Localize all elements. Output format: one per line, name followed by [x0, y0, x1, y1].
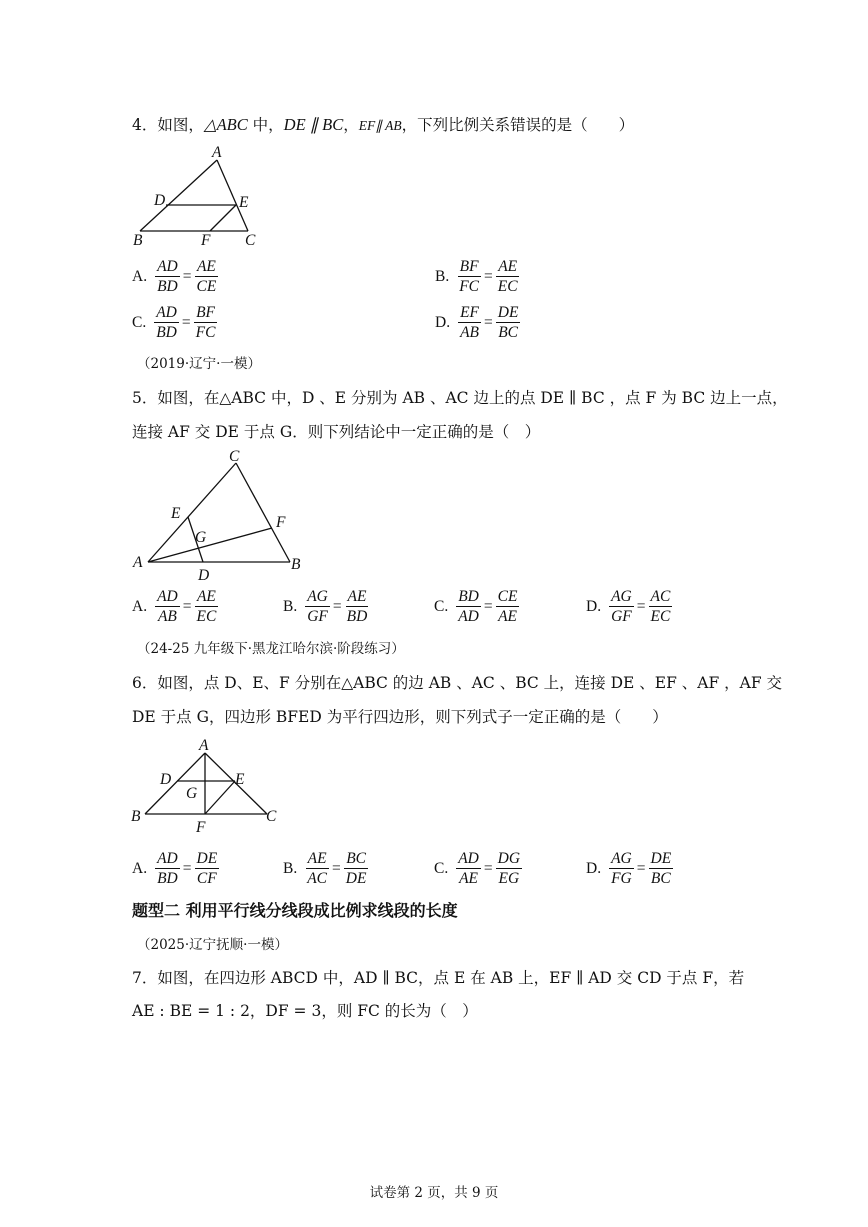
- q4-label-a: A: [212, 144, 222, 161]
- option-label: D.: [586, 597, 602, 615]
- source-note-2: （24-25 九年级下·黑龙江哈尔滨·阶段练习）: [137, 641, 405, 657]
- q5-option-b[interactable]: B. $\frac{AG}{GF}$ = $\frac{AE}{BD}$: [283, 588, 368, 625]
- option-label: C.: [434, 597, 449, 615]
- q4-option-b[interactable]: B. $\frac{BF}{FC}$ = $\frac{AE}{EC}$: [435, 258, 518, 295]
- fraction: $\frac{CE}{AE}$: [497, 588, 518, 625]
- q4-option-a[interactable]: A. $\frac{AD}{BD}$ = $\frac{AE}{CE}$: [132, 258, 217, 295]
- q5-label-f: F: [276, 514, 286, 531]
- fraction: $\frac{AD}{BD}$: [157, 850, 178, 887]
- q4-figure: [128, 140, 268, 250]
- fraction: $\frac{BC}{DE}$: [345, 850, 367, 887]
- fraction: $\frac{AD}{AB}$: [157, 588, 178, 625]
- q6-label-d: D: [160, 771, 172, 788]
- q5-label-c: C: [229, 448, 240, 465]
- q6-figure: [127, 735, 287, 840]
- q4-ef-parallel-ab: EF∥ AB: [358, 118, 402, 133]
- fraction: $\frac{AD}{BD}$: [156, 304, 177, 341]
- q5-option-d[interactable]: D. $\frac{AG}{GF}$ = $\frac{AC}{EC}$: [586, 588, 671, 625]
- question-7-line-2: AE : BE = 1 : 2，DF = 3，则 FC 的长为（ ）: [132, 1002, 478, 1020]
- q5-figure: [128, 443, 318, 583]
- fraction: $\frac{AG}{FG}$: [611, 850, 632, 887]
- fraction: $\frac{AE}{AC}$: [307, 850, 328, 887]
- q4-sep: ，: [343, 116, 359, 134]
- fraction: $\frac{AE}{EC}$: [196, 588, 217, 625]
- q5-label-d: D: [198, 567, 210, 583]
- source-note-1: （2019·辽宁·一模）: [137, 356, 261, 372]
- fraction: $\frac{BF}{FC}$: [195, 304, 216, 341]
- question-4-stem: [132, 113, 634, 135]
- q4-prefix: 4．如图，: [132, 116, 204, 134]
- q4-de-parallel-bc: DE ∥ BC: [283, 115, 344, 134]
- q5-option-a[interactable]: A. $\frac{AD}{AB}$ = $\frac{AE}{EC}$: [132, 588, 217, 625]
- fraction: $\frac{AE}{CE}$: [196, 258, 217, 295]
- q5-option-c[interactable]: C. $\frac{BD}{AD}$ = $\frac{CE}{AE}$: [434, 588, 518, 625]
- option-label: A.: [132, 267, 148, 285]
- option-label: A.: [132, 859, 148, 877]
- fraction: $\frac{AE}{BD}$: [346, 588, 368, 625]
- q6-label-c: C: [266, 808, 277, 825]
- option-label: B.: [283, 597, 298, 615]
- fraction: $\frac{DE}{BC}$: [650, 850, 672, 887]
- option-label: B.: [283, 859, 298, 877]
- q4-label-d: D: [154, 192, 166, 209]
- fraction: $\frac{AD}{AE}$: [458, 850, 479, 887]
- option-label: D.: [586, 859, 602, 877]
- option-label: C.: [132, 313, 147, 331]
- fraction: $\frac{BF}{FC}$: [459, 258, 480, 295]
- fraction: $\frac{AC}{EC}$: [650, 588, 671, 625]
- question-7-line-1: 7．如图，在四边形 ABCD 中，AD ∥ BC，点 E 在 AB 上，EF ∥ AD 交 CD 于点 F，若: [132, 969, 745, 987]
- section-title: 题型二 利用平行线分线段成比例求线段的长度: [132, 901, 458, 920]
- q4-text: 中，: [247, 116, 284, 134]
- q5-label-b: B: [291, 556, 301, 573]
- fraction: $\frac{EF}{AB}$: [460, 304, 480, 341]
- fraction: $\frac{AG}{GF}$: [307, 588, 328, 625]
- page-footer: 试卷第 2 页，共 9 页: [369, 1185, 499, 1201]
- question-5-line-1: 5．如图，在△ABC 中，D 、E 分别为 AB 、AC 边上的点 DE ∥ BC ，点 F 为 BC 边上一点，: [132, 389, 788, 407]
- q6-label-f: F: [196, 819, 206, 836]
- fraction: $\frac{AD}{BD}$: [157, 258, 178, 295]
- q5-label-e: E: [171, 505, 181, 522]
- q4-label-f: F: [201, 232, 211, 249]
- q6-option-c[interactable]: C. $\frac{AD}{AE}$ = $\frac{DG}{EG}$: [434, 850, 521, 887]
- q4-triangle: △ABC: [203, 115, 248, 134]
- fraction: $\frac{DE}{BC}$: [497, 304, 519, 341]
- source-note-3: （2025·辽宁抚顺·一模）: [137, 937, 288, 953]
- fraction: $\frac{DG}{EG}$: [497, 850, 521, 887]
- fraction: $\frac{AG}{GF}$: [611, 588, 632, 625]
- question-6-line-2: DE 于点 G，四边形 BFED 为平行四边形，则下列式子一定正确的是（ ）: [132, 708, 668, 726]
- q6-label-g: G: [186, 785, 198, 802]
- fraction: $\frac{BD}{AD}$: [458, 588, 479, 625]
- option-label: A.: [132, 597, 148, 615]
- q5-label-a: A: [133, 554, 143, 571]
- q6-label-e: E: [235, 771, 245, 788]
- q4-option-d[interactable]: D. $\frac{EF}{AB}$ = $\frac{DE}{BC}$: [435, 304, 519, 341]
- option-label: B.: [435, 267, 450, 285]
- q4-label-b: B: [133, 232, 143, 249]
- option-label: D.: [435, 313, 451, 331]
- q6-label-a: A: [199, 737, 209, 754]
- q4-label-c: C: [245, 232, 256, 249]
- option-label: C.: [434, 859, 449, 877]
- question-5-line-2: 连接 AF 交 DE 于点 G．则下列结论中一定正确的是（ ）: [132, 423, 541, 441]
- q4-label-e: E: [239, 194, 249, 211]
- question-6-line-1: 6．如图，点 D、E、F 分别在△ABC 的边 AB 、AC 、BC 上，连接 DE 、EF 、AF ，AF 交: [132, 674, 783, 692]
- fraction: $\frac{DE}{CF}$: [196, 850, 218, 887]
- q4-option-c[interactable]: C. $\frac{AD}{BD}$ = $\frac{BF}{FC}$: [132, 304, 216, 341]
- q6-label-b: B: [131, 808, 141, 825]
- q6-option-b[interactable]: B. $\frac{AE}{AC}$ = $\frac{BC}{DE}$: [283, 850, 367, 887]
- q6-option-a[interactable]: A. $\frac{AD}{BD}$ = $\frac{DE}{CF}$: [132, 850, 218, 887]
- q4-suffix: ，下列比例关系错误的是（ ）: [401, 116, 635, 134]
- fraction: $\frac{AE}{EC}$: [497, 258, 518, 295]
- q5-label-g: G: [195, 529, 207, 546]
- q6-option-d[interactable]: D. $\frac{AG}{FG}$ = $\frac{DE}{BC}$: [586, 850, 672, 887]
